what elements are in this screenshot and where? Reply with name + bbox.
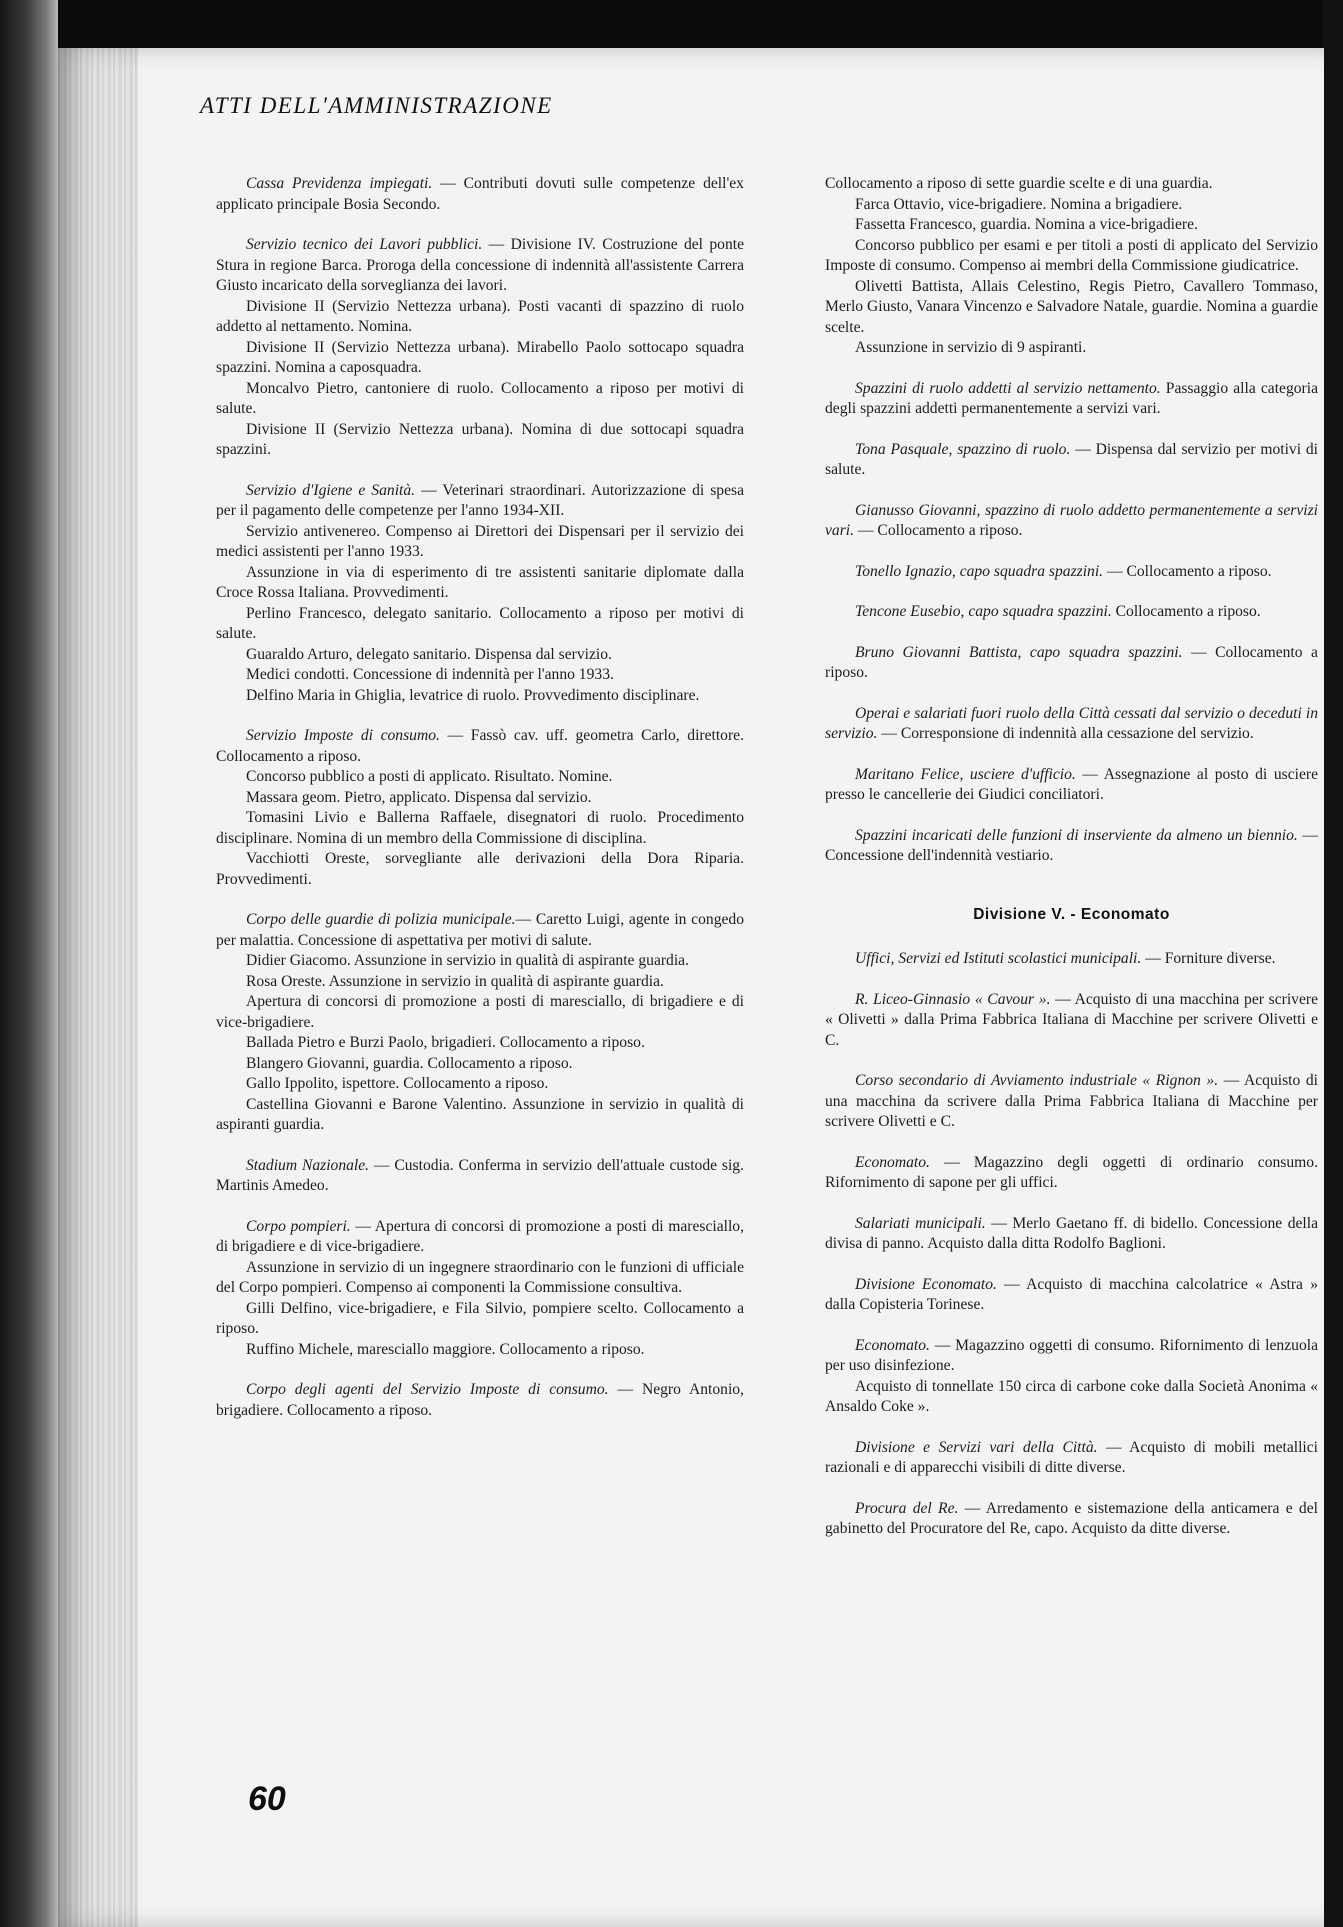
entry-heading: Tona Pasquale, spazzino di ruolo. (855, 440, 1071, 458)
entry-block (216, 235, 744, 461)
entry-heading: Procura del Re. (855, 1499, 959, 1517)
entry-text: — Arredamento e sistemazione della anticamera e del gabinetto del Procuratore del Re, capo. Acquisto da ditte diverse. (825, 1499, 1318, 1537)
entry-block (825, 501, 1318, 542)
entry-subparagraph: Delfino Maria in Ghiglia, levatrice di ruolo. Provvedimento disciplinare. (246, 686, 700, 704)
entry-paragraph (216, 481, 744, 522)
entry-heading: Gianusso Giovanni, spazzino di ruolo addetto permanentemente a servizi vari. (825, 501, 1318, 539)
entry-heading: Divisione Economato. (855, 1275, 997, 1293)
entry-heading: Spazzini di ruolo addetti al servizio nettamento. (855, 379, 1161, 397)
entry-heading: Tonello Ignazio, capo squadra spazzini. (855, 562, 1104, 580)
left-column (216, 174, 744, 1441)
entry-text: — Dispensa dal servizio per motivi di salute. (825, 440, 1319, 478)
entry-text: — Corresponsione di indennità alla cessazione del servizio. (877, 725, 1254, 742)
entry-heading: Cassa Previdenza impiegati. (246, 175, 433, 192)
entry-paragraph (825, 1336, 1318, 1377)
entry-paragraph (216, 726, 744, 767)
entry-heading: Tencone Eusebio, capo squadra spazzini. (855, 603, 1112, 620)
entry-heading: Stadium Nazionale. (246, 1156, 370, 1174)
entry-subparagraph: Vacchiotti Oreste, sorvegliante alle derivazioni della Dora Riparia. Provvedimenti. (216, 850, 744, 888)
entry-paragraph (825, 643, 1318, 684)
entry-subparagraph: Ballada Pietro e Burzi Paolo, brigadieri. Collocamento a riposo. (246, 1034, 645, 1051)
entry-block (825, 1275, 1318, 1316)
entry-heading: Maritano Felice, usciere d'ufficio. (855, 765, 1076, 783)
entry-text: — Custodia. Conferma in servizio dell'attuale custode sig. Martinis Amedeo. (216, 1156, 745, 1194)
entry-subparagraph: Divisione II (Servizio Nettezza urbana). Nomina di due sottocapi squadra spazzini. (216, 420, 744, 458)
entry-subparagraph: Concorso pubblico a posti di applicato. Risultato. Nomine. (246, 768, 613, 785)
entry-subparagraph: Moncalvo Pietro, cantoniere di ruolo. Collocamento a riposo per motivi di salute. (216, 379, 744, 417)
entry-block (825, 174, 1318, 359)
entry-subparagraph: Divisione II (Servizio Nettezza urbana). Posti vacanti di spazzino di ruolo addetto al nettamento. Nomina. (216, 297, 744, 335)
entry-paragraph (825, 1153, 1318, 1194)
entry-block (825, 1438, 1318, 1479)
entry-block (216, 1156, 744, 1197)
entry-subparagraph: Blangero Giovanni, guardia. Collocamento a riposo. (246, 1054, 573, 1072)
entry-subparagraph: Farca Ottavio, vice-brigadiere. Nomina a brigadiere. (855, 195, 1183, 213)
entry-text: — Assegnazione al posto di usciere presso le cancellerie dei Giudici conciliatori. (825, 765, 1318, 803)
entry-subparagraph: Assunzione in servizio di un ingegnere straordinario con le funzioni di ufficiale del Corpo pompieri. Compenso ai componenti la Commissione consultiva. (216, 1258, 744, 1296)
entry-subparagraph: Fassetta Francesco, guardia. Nomina a vice-brigadiere. (855, 216, 1198, 233)
entry-heading: Corpo pompieri. (246, 1217, 351, 1235)
entry-paragraph (825, 990, 1318, 1052)
entry-paragraph (216, 1156, 744, 1197)
entry-block (216, 1380, 744, 1421)
entry-heading: Bruno Giovanni Battista, capo squadra spazzini. (855, 643, 1183, 661)
entry-text: — Merlo Gaetano ff. di bidello. Concessione della divisa di panno. Acquisto dalla ditta Rodolfo Baglioni. (825, 1214, 1318, 1252)
document-page (58, 48, 1324, 1927)
entry-subparagraph: Assunzione in via di esperimento di tre assistenti sanitarie diplomate dalla Croce Rossa Italiana. Provvedimenti. (216, 563, 744, 601)
entry-heading: Economato. (855, 1153, 930, 1171)
entry-subparagraph: Divisione II (Servizio Nettezza urbana). Mirabello Paolo sottocapo squadra spazzini. Nomina a caposquadra. (216, 338, 744, 376)
entry-heading: Spazzini incaricati delle funzioni di inserviente da almeno un biennio. (855, 826, 1298, 844)
entry-text: — Apertura di concorsi di promozione a posti di maresciallo, di brigadiere e di vice-brigadiere. (216, 1217, 744, 1255)
book-spine-edge (0, 0, 58, 1927)
entry-subparagraph: Rosa Oreste. Assunzione in servizio in qualità di aspirante guardia. (246, 972, 664, 990)
entry-subparagraph: Acquisto di tonnellate 150 circa di carbone coke dalla Società Anonima « Ansaldo Coke ». (825, 1377, 1318, 1415)
entry-block (825, 1071, 1318, 1133)
entry-block (825, 1499, 1318, 1540)
entry-text: — Collocamento a riposo. (1103, 562, 1272, 580)
entry-block (825, 440, 1318, 481)
entry-heading: Servizio Imposte di consumo. (246, 727, 440, 744)
entry-paragraph (825, 1071, 1318, 1133)
entry-text: Collocamento a riposo di sette guardie scelte e di una guardia. (825, 175, 1213, 192)
entry-paragraph (825, 602, 1318, 623)
entry-block (825, 562, 1318, 583)
entry-paragraph (825, 174, 1318, 195)
entry-block (825, 1214, 1318, 1255)
entry-heading: Servizio tecnico dei Lavori pubblici. (246, 236, 483, 253)
entry-subparagraph: Didier Giacomo. Assunzione in servizio in qualità di aspirante guardia. (246, 952, 690, 969)
entry-subparagraph: Gilli Delfino, vice-brigadiere, e Fila Silvio, pompiere scelto. Collocamento a riposo. (216, 1299, 744, 1337)
entry-paragraph (825, 949, 1318, 970)
entry-subparagraph: Apertura di concorsi di promozione a posti di maresciallo, di brigadiere e di vice-brigadiere. (216, 993, 744, 1031)
entry-text: — Caretto Luigi, agente in congedo per malattia. Concessione di aspettativa per motivi di salute. (216, 911, 744, 949)
entry-text: — Divisione IV. Costruzione del ponte Stura in regione Barca. Proroga della concessione di indennità all'assistente Carrera Giusto incaricato della sorveglianza dei lavori. (216, 236, 744, 294)
entry-text: — Acquisto di mobili metallici razionali e di apparecchi visibili di ditte diverse. (825, 1438, 1319, 1476)
entry-paragraph (825, 1214, 1318, 1255)
entry-text: Passaggio alla categoria degli spazzini addetti permanentemente a servizi vari. (825, 379, 1319, 417)
entry-subparagraph: Guaraldo Arturo, delegato sanitario. Dispensa dal servizio. (246, 645, 612, 663)
entry-block (825, 1153, 1318, 1194)
entry-block (216, 1217, 744, 1361)
entry-block (216, 481, 744, 707)
entry-block (825, 990, 1318, 1052)
entry-text: — Magazzino oggetti di consumo. Rifornimento di lenzuola per uso disinfezione. (825, 1336, 1318, 1374)
entry-subparagraph: Ruffino Michele, maresciallo maggiore. Collocamento a riposo. (246, 1340, 645, 1358)
entry-text: — Acquisto di una macchina da scrivere dalla Prima Fabbrica Italiana di Macchine per scrivere Olivetti e C. (825, 1072, 1318, 1130)
entry-block (825, 1336, 1318, 1418)
entry-text: — Concessione dell'indennità vestiario. (825, 826, 1318, 864)
entry-paragraph (825, 1275, 1318, 1316)
entry-text: — Fassò cav. uff. geometra Carlo, direttore. Collocamento a riposo. (216, 727, 744, 765)
entry-paragraph (825, 379, 1318, 420)
entry-text: — Negro Antonio, brigadiere. Collocamento a riposo. (216, 1381, 744, 1419)
entry-subparagraph: Olivetti Battista, Allais Celestino, Regis Pietro, Cavallero Tommaso, Merlo Giusto, Vanara Vincenzo e Salvadore Natale, guardie. Nomina a guardie scelte. (825, 277, 1318, 336)
entry-subparagraph: Concorso pubblico per esami e per titoli a posti di applicato del Servizio Imposte di consumo. Compenso ai membri della Commissione giudicatrice. (825, 236, 1318, 274)
entry-text: — Collocamento a riposo. (854, 522, 1023, 539)
entry-heading: Divisione e Servizi vari della Città. (855, 1438, 1098, 1456)
right-column-economato (825, 949, 1318, 1540)
entry-text: — Forniture diverse. (1141, 950, 1276, 967)
entry-paragraph (825, 440, 1318, 481)
entry-subparagraph: Perlino Francesco, delegato sanitario. Collocamento a riposo per motivi di salute. (216, 604, 744, 642)
entry-text: — Magazzino degli oggetti di ordinario consumo. Rifornimento di sapone per gli uffici. (825, 1153, 1318, 1191)
right-column (825, 174, 1318, 1560)
entry-block (825, 704, 1318, 745)
running-header: ATTI DELL'AMMINISTRAZIONE (200, 93, 553, 118)
entry-block (825, 826, 1318, 867)
entry-block (216, 726, 744, 890)
entry-paragraph (825, 765, 1318, 806)
entry-heading: R. Liceo-Ginnasio « Cavour ». (855, 990, 1051, 1008)
entry-paragraph (216, 910, 744, 951)
entry-paragraph (216, 235, 744, 297)
entry-paragraph (216, 1217, 744, 1258)
entry-heading: Servizio d'Igiene e Sanità. (246, 481, 416, 499)
entry-paragraph (216, 174, 744, 215)
entry-block (216, 910, 744, 1136)
entry-text: — Veterinari straordinari. Autorizzazione di spesa per il pagamento delle competenze per l'anno 1934-XII. (216, 481, 745, 519)
entry-block (825, 949, 1318, 970)
entry-subparagraph: Castellina Giovanni e Barone Valentino. Assunzione in servizio in qualità di aspiranti guardia. (216, 1095, 744, 1133)
entry-heading: Salariati municipali. (855, 1214, 986, 1232)
entry-heading: Corpo delle guardie di polizia municipale. (246, 911, 516, 928)
entry-paragraph (825, 704, 1318, 745)
page-number: 60 (248, 1780, 286, 1818)
entry-text: — Acquisto di una macchina per scrivere « Olivetti » dalla Prima Fabbrica Italiana di Macchine per scrivere Olivetti e C. (825, 990, 1318, 1049)
entry-subparagraph: Assunzione in servizio di 9 aspiranti. (855, 339, 1087, 356)
entry-subparagraph: Tomasini Livio e Ballerna Raffaele, disegnatori di ruolo. Procedimento disciplinare. Nomina di un membro della Commissione di disciplina. (216, 809, 744, 847)
entry-text: — Contributi dovuti sulle competenze dell'ex applicato principale Bosia Secondo. (216, 175, 744, 213)
division-heading: Divisione V. - Economato (973, 905, 1170, 923)
left-column-body (216, 174, 744, 1421)
entry-block (825, 602, 1318, 623)
entry-paragraph (825, 1438, 1318, 1479)
page-gutter (58, 48, 138, 1927)
entry-block (216, 174, 744, 215)
right-column-body (825, 174, 1318, 867)
entry-subparagraph: Servizio antivenereo. Compenso ai Direttori dei Dispensari per il servizio dei medici assistenti per l'anno 1933. (216, 522, 744, 560)
entry-heading: Corso secondario di Avviamento industriale « Rignon ». (855, 1072, 1219, 1089)
entry-text: — Collocamento a riposo. (825, 643, 1318, 681)
scan-right-shadow (1323, 0, 1343, 1927)
entry-paragraph (825, 826, 1318, 867)
entry-block (825, 765, 1318, 806)
entry-block (825, 643, 1318, 684)
entry-text: — Acquisto di macchina calcolatrice « Astra » dalla Copisteria Torinese. (825, 1275, 1318, 1313)
entry-subparagraph: Gallo Ippolito, ispettore. Collocamento a riposo. (246, 1075, 549, 1092)
entry-paragraph (825, 1499, 1318, 1540)
entry-paragraph (216, 1380, 744, 1421)
entry-subparagraph: Massara geom. Pietro, applicato. Dispensa dal servizio. (246, 788, 592, 806)
entry-heading: Corpo degli agenti del Servizio Imposte di consumo. (246, 1381, 609, 1398)
entry-heading: Uffici, Servizi ed Istituti scolastici municipali. (855, 950, 1142, 967)
entry-heading: Operai e salariati fuori ruolo della Città cessati dal servizio o deceduti in servizio. (825, 704, 1318, 742)
entry-paragraph (825, 562, 1318, 583)
entry-subparagraph: Medici condotti. Concessione di indennità per l'anno 1933. (246, 666, 614, 683)
entry-heading: Economato. (855, 1336, 930, 1354)
entry-text: Collocamento a riposo. (1111, 603, 1261, 620)
entry-block (825, 379, 1318, 420)
entry-paragraph (825, 501, 1318, 542)
